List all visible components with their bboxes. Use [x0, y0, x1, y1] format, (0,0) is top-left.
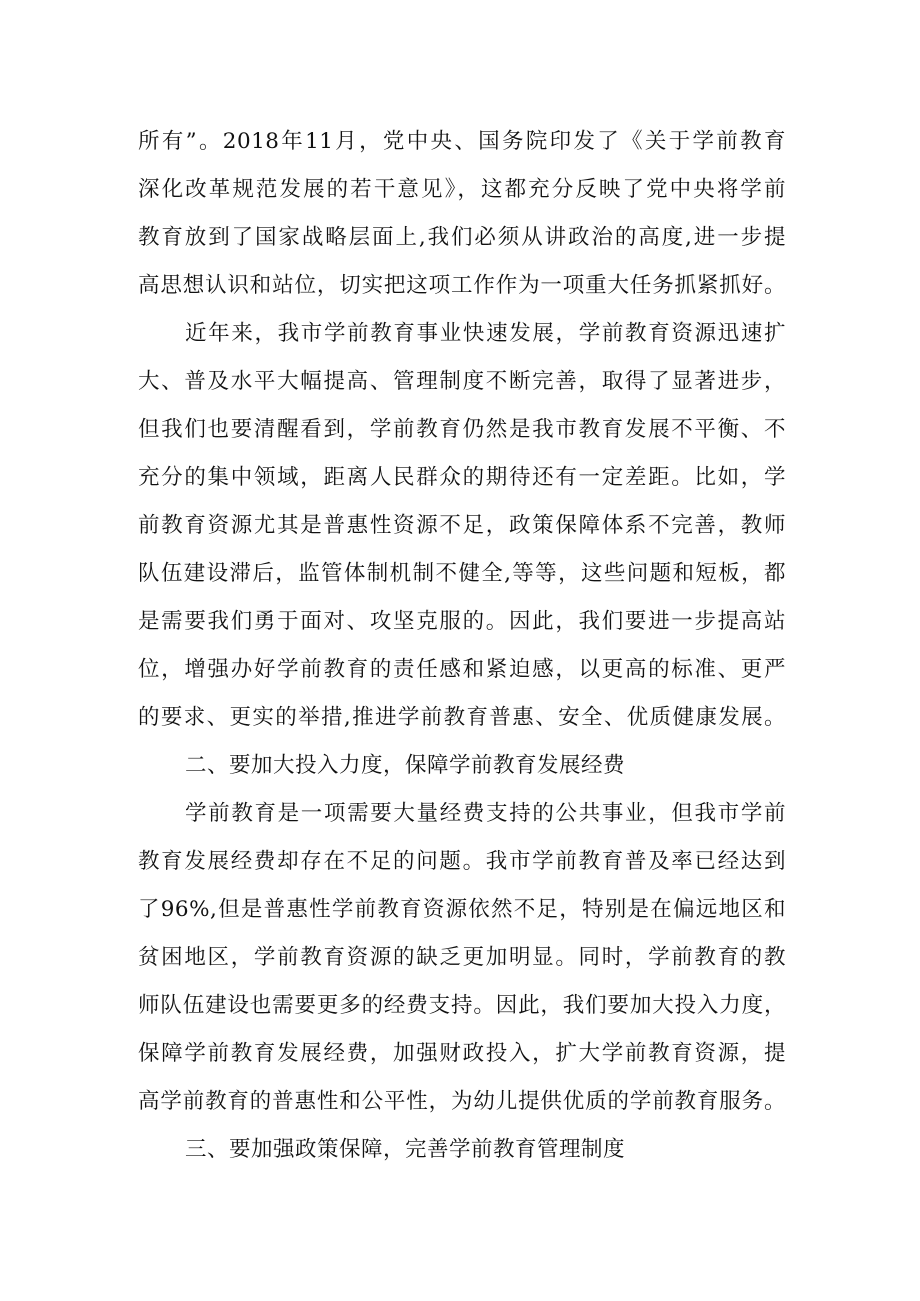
paragraph-3-line-4: 贫困地区，学前教育资源的缺乏更加明显。同时，学前教育的教 [138, 945, 786, 970]
paragraph-2-line-9: 的要求、更实的举措,推进学前教育普惠、安全、优质健康发展。 [138, 705, 786, 730]
paragraph-3-line-2: 教育发展经费却存在不足的问题。我市学前教育普及率已经达到 [138, 849, 786, 874]
paragraph-2-line-5: 前教育资源尤其是普惠性资源不足，政策保障体系不完善，教师 [138, 513, 786, 538]
paragraph-3-line-1: 学前教育是一项需要大量经费支持的公共事业，但我市学前 [185, 801, 786, 826]
paragraph-2-line-4: 充分的集中领域，距离人民群众的期待还有一定差距。比如，学 [138, 465, 786, 490]
paragraph-2-line-1: 近年来，我市学前教育事业快速发展，学前教育资源迅速扩 [185, 321, 786, 346]
paragraph-3-line-6: 保障学前教育发展经费，加强财政投入，扩大学前教育资源，提 [138, 1041, 786, 1066]
paragraph-3-line-7: 高学前教育的普惠性和公平性，为幼儿提供优质的学前教育服务。 [138, 1089, 786, 1114]
paragraph-1-line-4: 高思想认识和站位，切实把这项工作作为一项重大任务抓紧抓好。 [138, 273, 786, 298]
paragraph-2-line-7: 是需要我们勇于面对、攻坚克服的。因此，我们要进一步提高站 [138, 609, 786, 634]
section-heading-3: 三、要加强政策保障，完善学前教育管理制度 [185, 1137, 626, 1162]
paragraph-1-line-1: 所有”。2018年11月，党中央、国务院印发了《关于学前教育 [138, 129, 786, 154]
paragraph-2-line-8: 位，增强办好学前教育的责任感和紧迫感，以更高的标准、更严 [138, 657, 786, 682]
paragraph-2-line-6: 队伍建设滞后，监管体制机制不健全,等等，这些问题和短板，都 [138, 561, 786, 586]
paragraph-2-line-2: 大、普及水平大幅提高、管理制度不断完善，取得了显著进步， [138, 369, 786, 394]
paragraph-1-line-2: 深化改革规范发展的若干意见》，这都充分反映了党中央将学前 [138, 177, 786, 202]
paragraph-3-line-3: 了96%,但是普惠性学前教育资源依然不足，特别是在偏远地区和 [138, 897, 786, 922]
paragraph-3-line-5: 师队伍建设也需要更多的经费支持。因此，我们要加大投入力度， [138, 993, 786, 1018]
paragraph-2-line-3: 但我们也要清醒看到，学前教育仍然是我市教育发展不平衡、不 [138, 417, 786, 442]
paragraph-1-line-3: 教育放到了国家战略层面上,我们必须从讲政治的高度,进一步提 [138, 225, 786, 250]
section-heading-2: 二、要加大投入力度，保障学前教育发展经费 [185, 753, 626, 778]
